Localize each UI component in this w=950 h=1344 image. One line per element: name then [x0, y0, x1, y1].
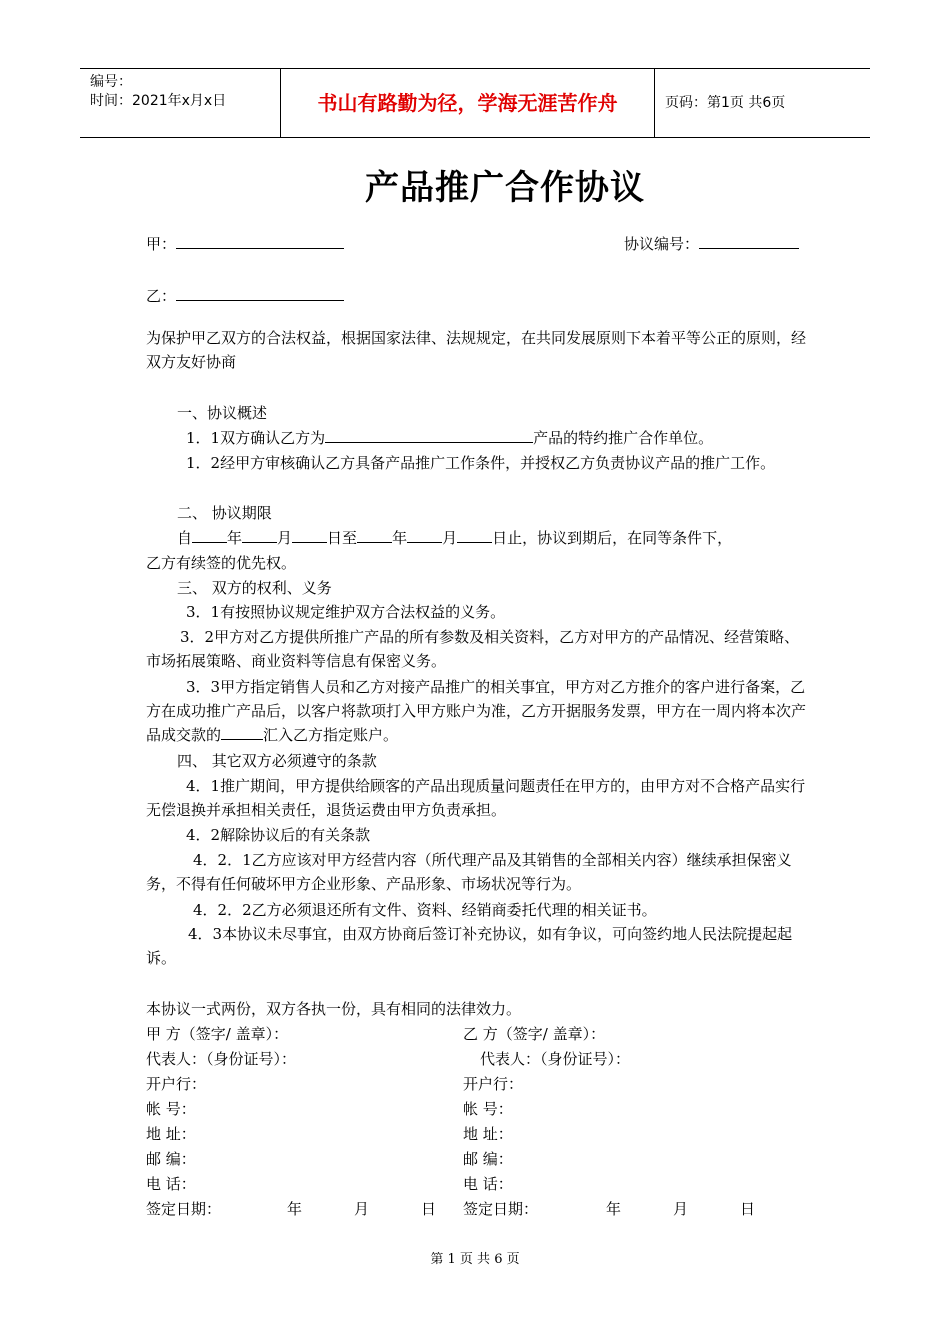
section-4-title: 四、 其它双方必须遵守的条款	[177, 752, 377, 770]
header-meta	[80, 69, 280, 137]
clause-4-2-2: 4．2．2乙方必须退还所有文件、资料、经销商委托代理的相关证书。	[193, 901, 657, 919]
term-month-2: 月	[442, 529, 458, 547]
end-month-blank	[407, 526, 442, 543]
party-a-blank	[176, 232, 344, 249]
start-day-blank	[292, 526, 327, 543]
intro-paragraph: 为保护甲乙双方的合法权益，根据国家法律、法规规定，在共同发展原则下本着平等公正的原则，经双方友好协商	[146, 329, 807, 371]
percentage-blank	[221, 723, 263, 740]
clause-3-3	[146, 675, 810, 747]
rep-b: 代表人：（身份证号）：	[480, 1050, 631, 1068]
agreement-no-line	[624, 232, 799, 256]
page-footer: 第 1 页 共 6 页	[430, 1252, 520, 1267]
clause-1-1-suffix: 产品的特约推广合作单位。	[533, 429, 714, 447]
sign-b-title: 乙 方（签字/ 盖章）：	[463, 1025, 606, 1043]
party-a-label: 甲：	[146, 235, 177, 253]
document-title: 产品推广合作协议	[365, 168, 645, 208]
address-a: 地 址：	[146, 1125, 196, 1143]
time-label: 时间：2021年x月x日	[90, 93, 227, 109]
date-b-label: 签定日期：	[463, 1200, 539, 1218]
number-label: 编号：	[90, 74, 132, 90]
clause-4-2-1: 4．2．1乙方应该对甲方经营内容（所代理产品及其销售的全部相关内容）继续承担保密义务，不得有任何破坏甲方企业形象、产品形象、市场状况等行为。	[146, 851, 792, 893]
header-slogan: 书山有路勤为径，学海无涯苦作舟	[280, 69, 655, 137]
header-page-info: 页码：第1页 共6页	[665, 95, 786, 111]
term-year-2: 年	[392, 529, 408, 547]
clause-3-3-suffix: 汇入乙方指定账户。	[263, 726, 399, 744]
phone-a: 电 话：	[146, 1175, 196, 1193]
party-b-label: 乙：	[146, 287, 177, 305]
date-a-month: 月	[354, 1200, 370, 1218]
term-year-1: 年	[227, 529, 243, 547]
clause-4-2: 4．2解除协议后的有关条款	[186, 826, 371, 844]
rep-a: 代表人：（身份证号）：	[146, 1050, 297, 1068]
term-line	[177, 526, 732, 550]
start-month-blank	[242, 526, 277, 543]
date-b-day: 日	[740, 1200, 756, 1218]
clause-1-1-text: 1．1双方确认乙方为	[186, 429, 326, 447]
term-from: 自	[177, 529, 193, 547]
section-2-title: 二、 协议期限	[177, 504, 272, 522]
bank-b: 开户行：	[463, 1075, 524, 1093]
date-a-label: 签定日期：	[146, 1200, 222, 1218]
party-a-line	[146, 232, 344, 256]
account-b: 帐 号：	[463, 1100, 513, 1118]
date-b-year: 年	[606, 1200, 622, 1218]
date-a-year: 年	[287, 1200, 303, 1218]
address-b: 地 址：	[463, 1125, 513, 1143]
term-line-2: 乙方有续签的优先权。	[146, 554, 297, 572]
product-blank	[325, 426, 533, 443]
sign-a-title: 甲 方（签字/ 盖章）：	[146, 1025, 289, 1043]
term-end: 日止，协议到期后，在同等条件下，	[492, 529, 733, 547]
phone-b: 电 话：	[463, 1175, 513, 1193]
clause-3-2: 3．2甲方对乙方提供所推广产品的所有参数及相关资料，乙方对甲方的产品情况、经营策略、市场拓展策略、商业资料等信息有保密义务。	[146, 628, 800, 670]
bank-a: 开户行：	[146, 1075, 207, 1093]
term-day-to: 日至	[327, 529, 358, 547]
party-b-blank	[176, 284, 344, 301]
clause-3-3-text: 3．3甲方指定销售人员和乙方对接产品推广的相关事宜，甲方对乙方推介的客户进行备案，乙方在成功推广产品后，以客户将款项打入甲方账户为准，乙方开据服务发票，甲方在一周内将本次产品成交款的	[146, 678, 807, 744]
agreement-no-label: 协议编号：	[624, 235, 700, 253]
clause-1-2: 1．2经甲方审核确认乙方具备产品推广工作条件，并授权乙方负责协议产品的推广工作。	[186, 454, 776, 472]
clause-4-1: 4．1推广期间，甲方提供给顾客的产品出现质量问题责任在甲方的，由甲方对不合格产品实行无偿退换并承担相关责任，退货运费由甲方负责承担。	[146, 777, 806, 819]
start-year-blank	[192, 526, 227, 543]
party-b-line	[146, 284, 344, 308]
end-year-blank	[357, 526, 392, 543]
term-month-1: 月	[277, 529, 293, 547]
account-a: 帐 号：	[146, 1100, 196, 1118]
date-a-day: 日	[421, 1200, 437, 1218]
clause-1-1	[186, 426, 713, 450]
clause-4-3: 4．3本协议未尽事宜，由双方协商后签订补充协议，如有争议，可向签约地人民法院提起起诉。	[146, 925, 793, 967]
closing-statement: 本协议一式两份，双方各执一份，具有相同的法律效力。	[146, 1000, 522, 1018]
post-b: 邮 编：	[463, 1150, 513, 1168]
post-a: 邮 编：	[146, 1150, 196, 1168]
clause-3-1: 3．1有按照协议规定维护双方合法权益的义务。	[186, 603, 506, 621]
end-day-blank	[457, 526, 492, 543]
section-3-title: 三、 双方的权利、义务	[177, 579, 332, 597]
agreement-no-blank	[699, 232, 799, 249]
date-b-month: 月	[673, 1200, 689, 1218]
page-header	[80, 68, 870, 138]
section-1-title: 一、协议概述	[177, 404, 268, 422]
